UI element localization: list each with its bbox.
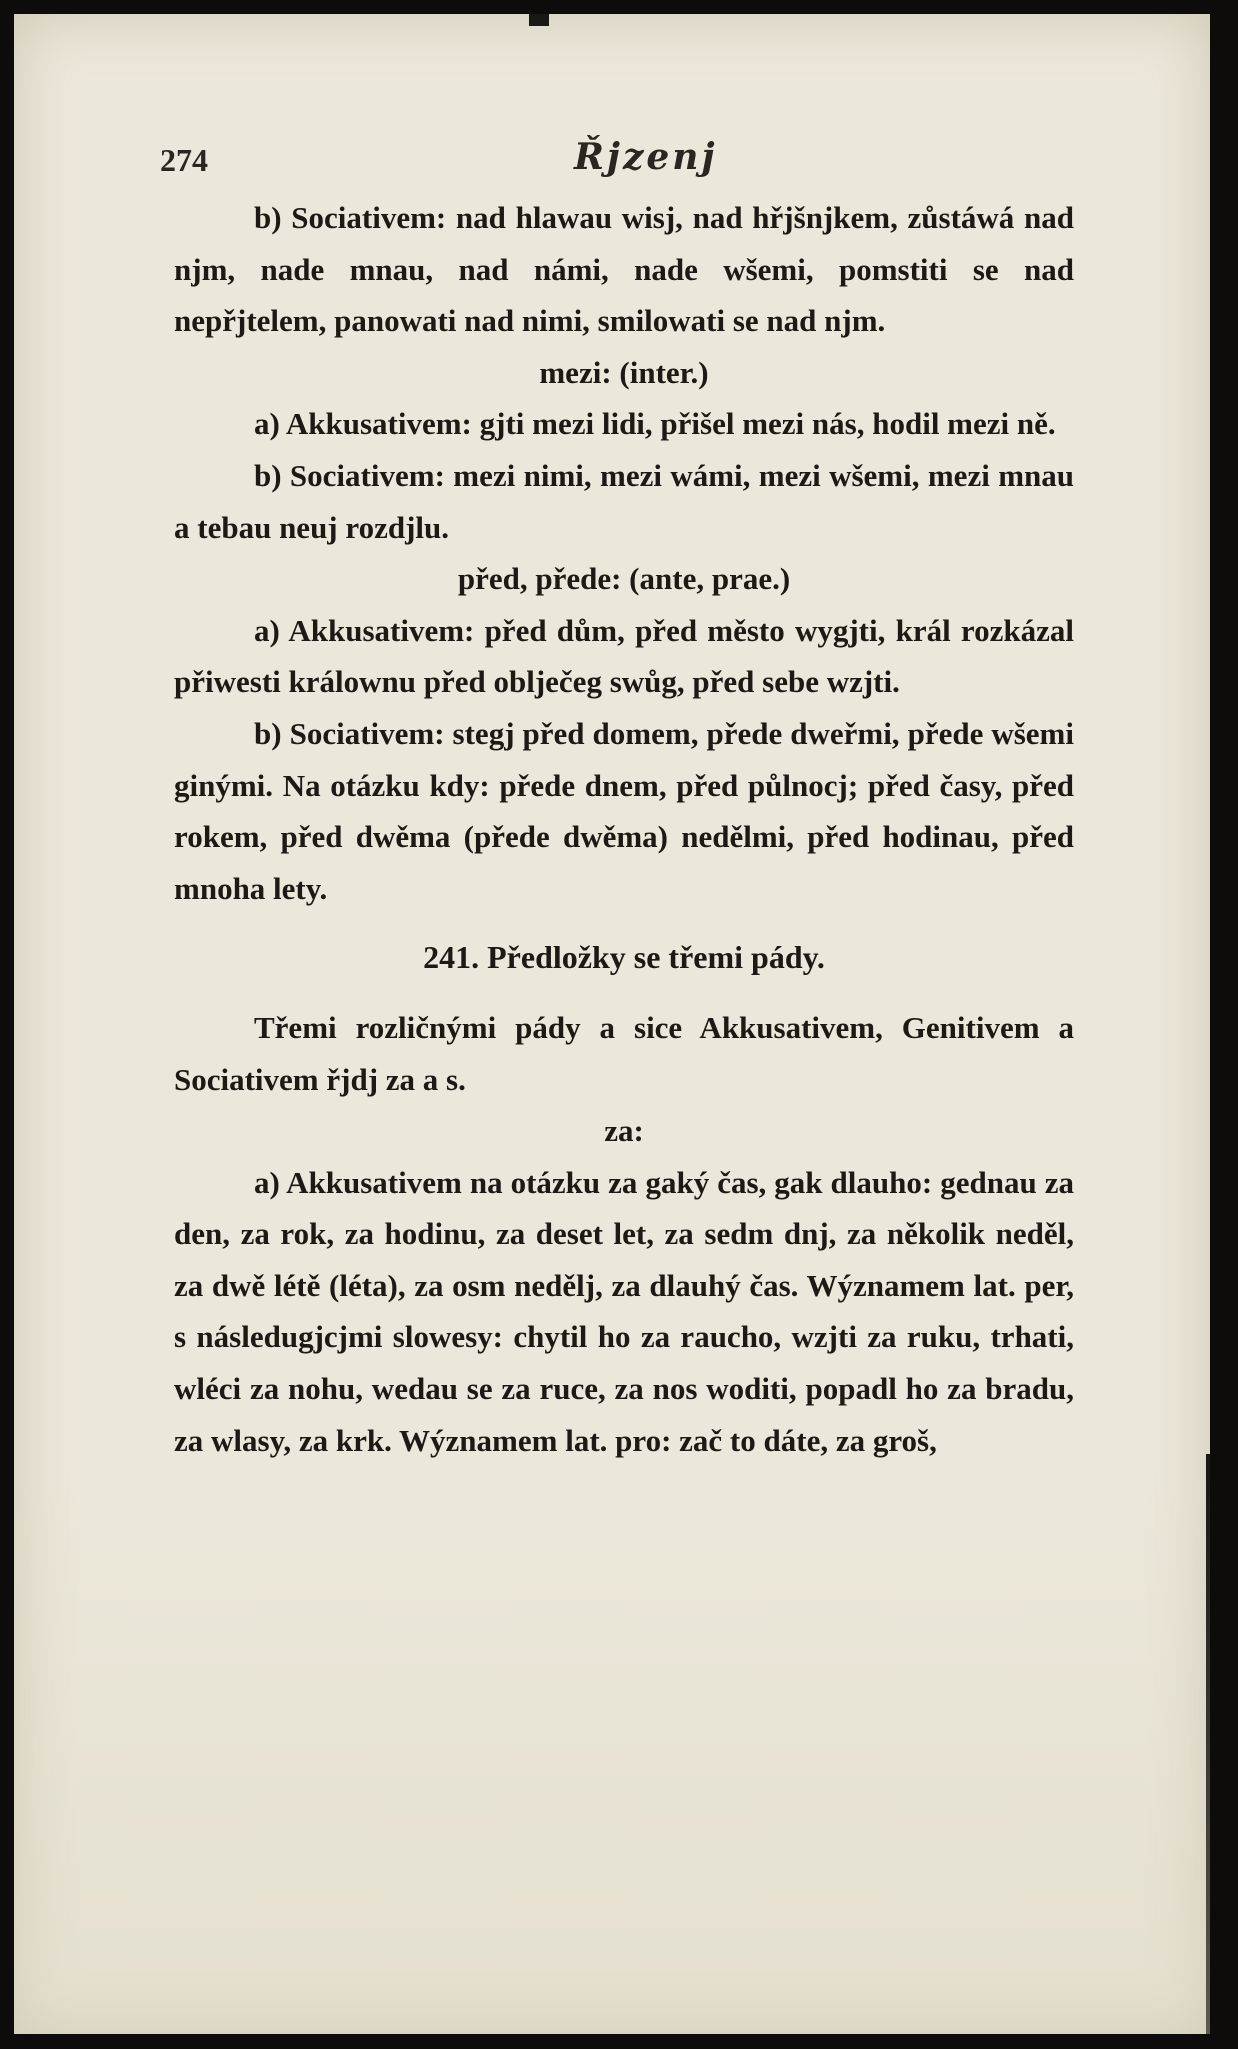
subheading-za: za: <box>604 1113 644 1149</box>
page-number: 274 <box>160 142 208 178</box>
running-head <box>14 132 1210 184</box>
paragraph: a) Akkusativem: před dům, před město wygjti, král rozkázal přiwesti králownu před oblječeg swůg, před sebe wzjti. <box>174 612 1074 700</box>
paragraph: b) Sociativem: stegj před domem, přede dweřmi, přede wšemi ginými. Na otázku kdy: přede dnem, před půlnocj; před časy, před rokem, před dwěma (přede dwěma) nedělmi, před hodinau, před mnoha lety. <box>174 715 1074 906</box>
paragraph: a) Akkusativem na otázku za gaký čas, gak dlauho: gednau za den, za rok, za hodinu, za deset let, za sedm dnj, za několik neděl, za dwě létě (léta), za osm nedělj, za dlauhý čas. Wýznamem lat. per, s následugjcjmi slowesy: chytil ho za raucho, wzjti za ruku, trhati, wléci za nohu, wedau se za ruce, za nos woditi, popadl ho za bradu, za wlasy, za krk. Wýznamem lat. pro: zač to dáte, za groš, <box>174 1164 1074 1458</box>
page-text <box>174 192 1074 1466</box>
running-title: Řjzenj <box>574 136 718 178</box>
paragraph: b) Sociativem: mezi nimi, mezi wámi, mezi wšemi, mezi mnau a tebau neuj rozdjlu. <box>174 457 1074 545</box>
section-heading-241: 241. Předložky se třemi pády. <box>423 939 825 976</box>
paragraph: Třemi rozličnými pády a sice Akkusativem, Genitivem a Sociativem řjdj za a s. <box>174 1009 1074 1097</box>
paragraph: a) Akkusativem: gjti mezi lidi, přišel mezi nás, hodil mezi ně. <box>254 406 1056 442</box>
subheading-mezi: mezi: (inter.) <box>539 354 709 390</box>
scan-artifact-top <box>529 14 549 26</box>
scan-artifact-right <box>1206 1454 1210 2034</box>
subheading-pred: před, přede: (ante, prae.) <box>457 561 791 597</box>
paragraph: b) Sociativem: nad hlawau wisj, nad hřjšnjkem, zůstáwá nad njm, nade mnau, nad námi, nade wšemi, pomstiti se nad nepřjtelem, panowati nad nimi, smilowati se nad njm. <box>174 200 1074 339</box>
book-page <box>14 14 1210 2034</box>
